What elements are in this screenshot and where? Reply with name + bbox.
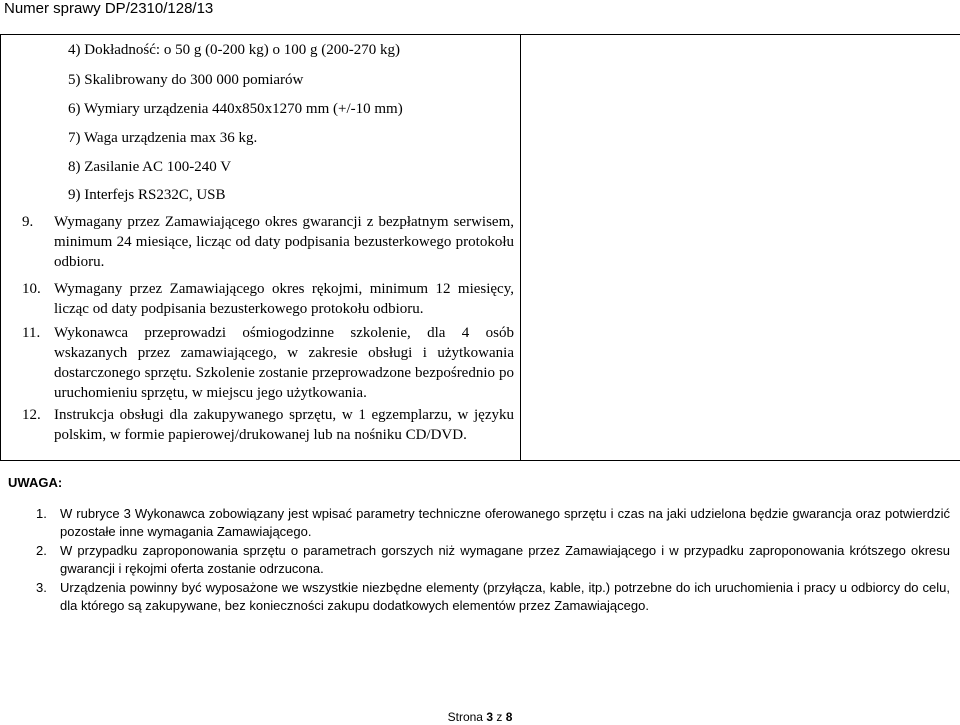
table-border-left: [0, 34, 1, 461]
requirement-number: 10.: [22, 281, 41, 297]
requirement-training-text: Wykonawca przeprowadzi ośmiogodzinne szkolenie, dla 4 osób wskazanych przez zamawiającego, w zakresie obsługi i użytkowania dostarczonego sprzętu. Szkolenie zostanie przeprowadzone bezpośrednio po uruchomieniu sprzętu, w miejscu jego użytkowania.: [54, 325, 514, 401]
page-footer: [0, 710, 960, 724]
case-number-header: Numer sprawy DP/2310/128/13: [4, 0, 214, 17]
total-page-count: 8: [505, 710, 513, 724]
spec-sub-item-dimensions: 6) Wymiary urządzenia 440x850x1270 mm (+/-10 mm): [68, 101, 403, 117]
table-column-divider: [520, 34, 521, 461]
notes-title: UWAGA:: [8, 475, 63, 490]
page-label: Strona: [447, 710, 487, 724]
spec-sub-item-power: 8) Zasilanie AC 100-240 V: [68, 159, 232, 175]
page-separator: z: [493, 710, 506, 724]
table-border-bottom: [0, 460, 960, 461]
requirement-manual-text: Instrukcja obsługi dla zakupywanego sprzętu, w 1 egzemplarzu, w języku polskim, w formie papierowej/drukowanej lub na nośniku CD/DVD.: [54, 407, 514, 443]
spec-sub-item-accuracy: 4) Dokładność: o 50 g (0-200 kg) o 100 g (200-270 kg): [68, 42, 401, 58]
table-border-top: [0, 34, 960, 35]
requirement-guarantee-text: Wymagany przez Zamawiającego okres rękojmi, minimum 12 miesięcy, licząc od daty podpisania bezusterkowego protokołu odbioru.: [54, 281, 514, 317]
note-text: W przypadku zaproponowania sprzętu o parametrach gorszych niż wymagane przez Zamawiającego i w przypadku zaproponowania krótszego okresu gwarancji i rękojmi oferta zostanie odrzucona.: [60, 543, 950, 576]
requirement-number: 12.: [22, 407, 41, 423]
note-text: Urządzenia powinny być wyposażone we wszystkie niezbędne elementy (przyłącza, kable, itp.) potrzebne do ich uruchomienia i pracy u odbiorcy do celu, dla którego są zakupywane, bez konieczności zakupu dodatkowych elementów przez Zamawiającego.: [60, 580, 950, 613]
spec-sub-item-weight: 7) Waga urządzenia max 36 kg.: [68, 130, 258, 146]
note-text: W rubryce 3 Wykonawca zobowiązany jest wpisać parametry techniczne oferowanego sprzętu i czas na jaki udzielona będzie gwarancja oraz potwierdzić pozostałe inne wymagania Zamawiającego.: [60, 506, 950, 539]
requirement-warranty-text: Wymagany przez Zamawiającego okres gwarancji z bezpłatnym serwisem, minimum 24 miesiące, licząc od daty podpisania bezusterkowego protokołu odbioru.: [54, 214, 514, 270]
spec-sub-item-calibration: 5) Skalibrowany do 300 000 pomiarów: [68, 72, 304, 88]
requirement-number: 11.: [22, 325, 41, 341]
note-number: 2.: [36, 543, 47, 558]
requirement-number: 9.: [22, 214, 34, 230]
spec-sub-item-interface: 9) Interfejs RS232C, USB: [68, 187, 226, 203]
note-number: 3.: [36, 580, 47, 595]
current-page-number: 3: [486, 710, 494, 724]
note-number: 1.: [36, 506, 47, 521]
